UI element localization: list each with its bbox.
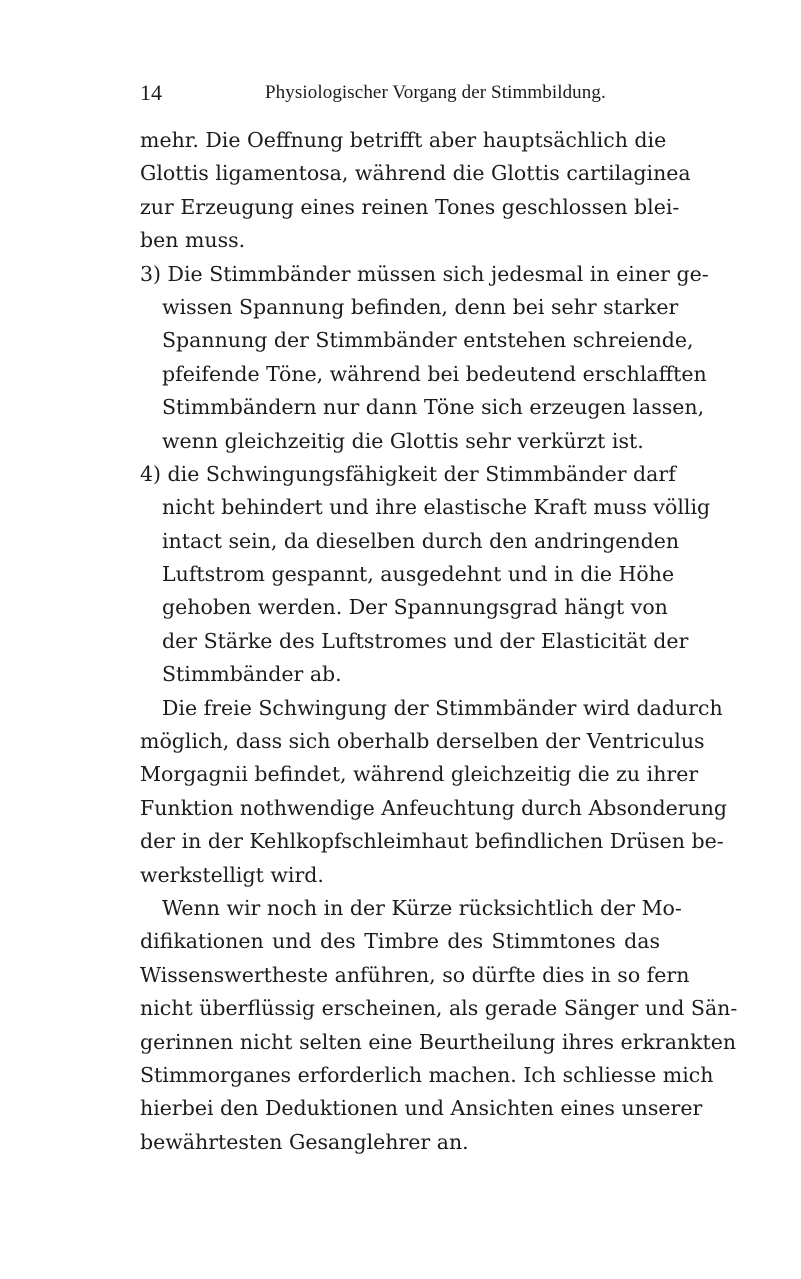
- text-line: Stimmbändern nur dann Töne sich erzeugen lassen,: [162, 395, 705, 420]
- text-line: Spannung der Stimmbänder entstehen schreiende,: [162, 328, 694, 353]
- text-line: Glottis ligamentosa, während die Glottis cartilaginea: [140, 161, 691, 186]
- text-line: difikationen und des Timbre des Stimmtones das: [140, 929, 660, 954]
- text-line: gehoben werden. Der Spannungsgrad hängt von: [162, 595, 668, 620]
- text-line: ben muss.: [140, 228, 246, 253]
- paragraph-start-line: Die freie Schwingung der Stimmbänder wird dadurch: [162, 695, 723, 720]
- list-item-4-line: 4) die Schwingungsfähigkeit der Stimmbänder darf: [140, 461, 676, 486]
- text-line: wenn gleichzeitig die Glottis sehr verkürzt ist.: [162, 428, 644, 453]
- text-line: hierbei den Deduktionen und Ansichten eines unserer: [140, 1096, 703, 1121]
- text-line: Stimmbänder ab.: [162, 662, 342, 687]
- text-line: bewährtesten Gesanglehrer an.: [140, 1129, 469, 1154]
- text-line: pfeifende Töne, während bei bedeutend erschlafften: [162, 361, 707, 386]
- text-line: der in der Kehlkopfschleimhaut befindlichen Drüsen be-: [140, 829, 724, 854]
- running-title: Physiologischer Vorgang der Stimmbildung.: [265, 82, 606, 103]
- page-number: 14: [140, 80, 162, 105]
- text-line: Luftstrom gespannt, ausgedehnt und in die Höhe: [162, 562, 675, 587]
- text-line: Wissenswertheste anführen, so dürfte dies in so fern: [140, 962, 690, 987]
- body-text: [140, 124, 738, 1159]
- text-line: Morgagnii befindet, während gleichzeitig die zu ihrer: [140, 762, 699, 787]
- text-line: Funktion nothwendige Anfeuchtung durch Absonderung: [140, 795, 728, 820]
- text-line: nicht überflüssig erscheinen, als gerade Sänger und Sän-: [140, 996, 738, 1021]
- running-head: [140, 80, 660, 110]
- text-line: intact sein, da dieselben durch den andringenden: [162, 528, 680, 553]
- text-line: gerinnen nicht selten eine Beurtheilung ihres erkrankten: [140, 1029, 737, 1054]
- paragraph-start-line: Wenn wir noch in der Kürze rücksichtlich der Mo-: [162, 895, 682, 920]
- text-line: Stimmorganes erforderlich machen. Ich schliesse mich: [140, 1062, 714, 1087]
- text-line: zur Erzeugung eines reinen Tones geschlossen blei-: [140, 194, 680, 219]
- text-line: der Stärke des Luftstromes und der Elasticität der: [162, 628, 689, 653]
- text-line: möglich, dass sich oberhalb derselben der Ventriculus: [140, 729, 705, 754]
- text-line: mehr. Die Oeffnung betrifft aber hauptsächlich die: [140, 128, 667, 152]
- text-line: werkstelligt wird.: [140, 862, 324, 887]
- text-line: nicht behindert und ihre elastische Kraft muss völlig: [162, 495, 711, 520]
- text-line: wissen Spannung befinden, denn bei sehr starker: [162, 294, 679, 319]
- list-item-3-line: 3) Die Stimmbänder müssen sich jedesmal in einer ge-: [140, 261, 709, 286]
